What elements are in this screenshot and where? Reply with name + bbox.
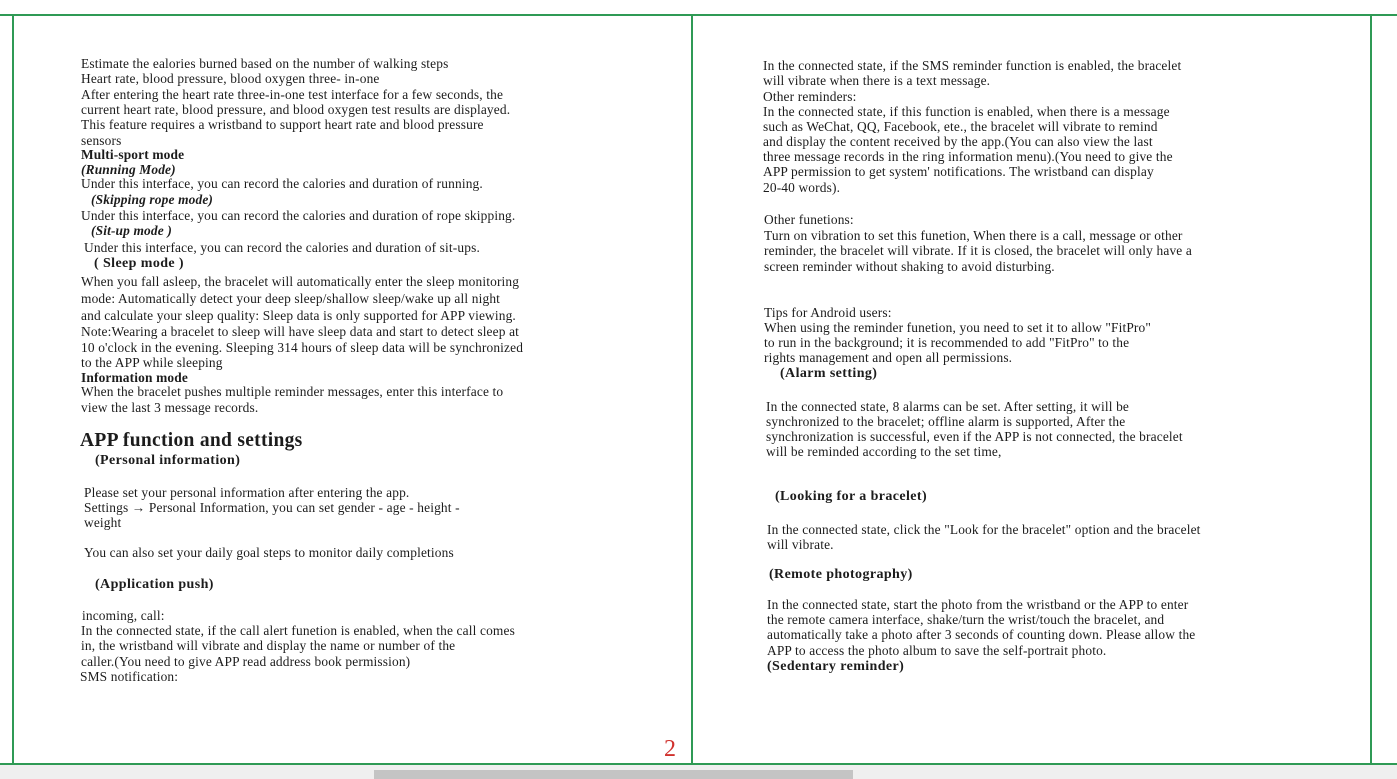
left-page-text-line: When the bracelet pushes multiple reminder messages, enter this interface to xyxy=(81,384,504,399)
right-page-subheading: (Looking for a bracelet) xyxy=(775,489,928,504)
right-page-text-line: three message records in the ring information menu).(You need to give the xyxy=(763,149,1173,164)
right-page-text-line: will vibrate when there is a text message. xyxy=(763,73,991,88)
right-page-text-line: the remote camera interface, shake/turn the wrist/touch the bracelet, and xyxy=(767,612,1165,627)
right-page-text-line: In the connected state, if the SMS reminder function is enabled, the bracelet xyxy=(763,58,1182,73)
left-page-text-line: current heart rate, blood pressure, and blood oxygen test results are displayed. xyxy=(81,102,511,117)
left-page-text-line: mode: Automatically detect your deep sleep/shallow sleep/wake up all night xyxy=(81,291,501,306)
left-page-text-line: 10 o'clock in the evening. Sleeping 314 hours of sleep data will be synchronized xyxy=(81,340,524,355)
left-page-section-title: APP function and settings xyxy=(80,430,303,451)
right-page-text-line: synchronized to the bracelet; offline alarm is supported, After the xyxy=(766,414,1126,429)
left-page-text-line: When you fall asleep, the bracelet will automatically enter the sleep monitoring xyxy=(81,274,520,289)
right-page-right-border xyxy=(1370,14,1372,765)
left-page-text-line: Under this interface, you can record the calories and duration of sit-ups. xyxy=(84,240,480,255)
right-page-subheading: (Sedentary reminder) xyxy=(767,659,905,674)
right-page-text-line: Other reminders: xyxy=(763,89,857,104)
left-page-text-line: and calculate your sleep quality: Sleep data is only supported for APP viewing. xyxy=(81,308,516,323)
left-page-left-border xyxy=(12,14,14,765)
right-page-text-line: reminder, the bracelet will vibrate. If it is closed, the bracelet will only have a xyxy=(764,243,1192,258)
right-page-subheading: (Alarm setting) xyxy=(780,366,878,381)
left-page-subheading: (Sit-up mode ) xyxy=(91,223,172,238)
right-page-text-line: rights management and open all permissions. xyxy=(764,350,1013,365)
left-page-text-line: sensors xyxy=(81,133,122,148)
left-page-text-line: caller.(You need to give APP read address book permission) xyxy=(81,654,411,669)
left-page-subheading: (Personal information) xyxy=(95,453,241,468)
left-page-text-line: This feature requires a wristband to support heart rate and blood pressure xyxy=(81,117,484,132)
left-page-text-line: In the connected state, if the call alert funetion is enabled, when the call comes xyxy=(81,623,515,638)
right-page-text-line: APP to access the photo album to save the self-portrait photo. xyxy=(767,643,1107,658)
left-page-subheading: (Application push) xyxy=(95,577,214,592)
right-page-text-line: such as WeChat, QQ, Facebook, ete., the bracelet will vibrate to remind xyxy=(763,119,1158,134)
left-page-subheading: Multi-sport mode xyxy=(81,147,185,162)
right-page-text-line: will vibrate. xyxy=(767,537,834,552)
left-page-text-line: view the last 3 message records. xyxy=(81,400,259,415)
left-page-text-line: You can also set your daily goal steps to monitor daily completions xyxy=(84,545,454,560)
left-page-subheading: (Running Mode) xyxy=(81,162,176,177)
left-page-text-line: SMS notification: xyxy=(80,669,179,684)
left-page-text-line: to the APP while sleeping xyxy=(81,355,223,370)
right-page-text-line: will be reminded according to the set time, xyxy=(766,444,1002,459)
right-page-text-line: synchronization is successful, even if the APP is not connected, the bracelet xyxy=(766,429,1183,444)
right-page-text-line: When using the reminder funetion, you need to set it to allow "FitPro" xyxy=(764,320,1152,335)
left-page-text-line: Estimate the ealories burned based on the number of walking steps xyxy=(81,56,449,71)
right-page-text-line: In the connected state, start the photo from the wristband or the APP to enter xyxy=(767,597,1189,612)
horizontal-scrollbar-thumb[interactable] xyxy=(374,770,853,779)
right-page-text-line: In the connected state, click the "Look for the bracelet" option and the bracelet xyxy=(767,522,1201,537)
left-page-text-line: Under this interface, you can record the calories and duration of rope skipping. xyxy=(81,208,516,223)
right-page-text-line: In the connected state, 8 alarms can be set. After setting, it will be xyxy=(766,399,1130,414)
right-page-text-line: APP permission to get system' notifications. The wristband can display xyxy=(763,164,1154,179)
left-page-text-line: Heart rate, blood pressure, blood oxygen three- in-one xyxy=(81,71,380,86)
right-page-text-line: to run in the background; it is recommended to add "FitPro" to the xyxy=(764,335,1130,350)
right-page-text-line: screen reminder without shaking to avoid disturbing. xyxy=(764,259,1055,274)
left-page-text-line: Settings → Personal Information, you can set gender - age - height - xyxy=(84,500,460,515)
right-page-text-line: Tips for Android users: xyxy=(764,305,892,320)
right-page-text-line: and display the content received by the app.(You can also view the last xyxy=(763,134,1153,149)
left-page-text-line: Please set your personal information after entering the app. xyxy=(84,485,410,500)
left-page-text-line: in, the wristband will vibrate and display the name or number of the xyxy=(81,638,456,653)
left-page-text-line: Under this interface, you can record the calories and duration of running. xyxy=(81,176,483,191)
right-page-text-line: Turn on vibration to set this funetion, When there is a call, message or other xyxy=(764,228,1183,243)
left-page-text-line: incoming, call: xyxy=(82,608,165,623)
page-number: 2 xyxy=(664,736,676,762)
left-page-text-line: Note:Wearing a bracelet to sleep will have sleep data and start to detect sleep at xyxy=(81,324,520,339)
right-page-text-line: Other funetions: xyxy=(764,212,854,227)
left-page-text-line: After entering the heart rate three-in-one test interface for a few seconds, the xyxy=(81,87,504,102)
right-page-text-line: automatically take a photo after 3 seconds of counting down. Please allow the xyxy=(767,627,1196,642)
left-page-text-line: weight xyxy=(84,515,122,530)
left-page-subheading: (Skipping rope mode) xyxy=(91,192,214,207)
page-divider xyxy=(691,14,693,765)
right-page-text-line: In the connected state, if this function is enabled, when there is a message xyxy=(763,104,1170,119)
right-page-text-line: 20-40 words). xyxy=(763,180,841,195)
left-page-subheading: Information mode xyxy=(81,370,188,385)
right-page-subheading: (Remote photography) xyxy=(769,567,913,582)
page-frame-top-border xyxy=(0,14,1397,16)
left-page-subheading: ( Sleep mode ) xyxy=(94,256,184,271)
